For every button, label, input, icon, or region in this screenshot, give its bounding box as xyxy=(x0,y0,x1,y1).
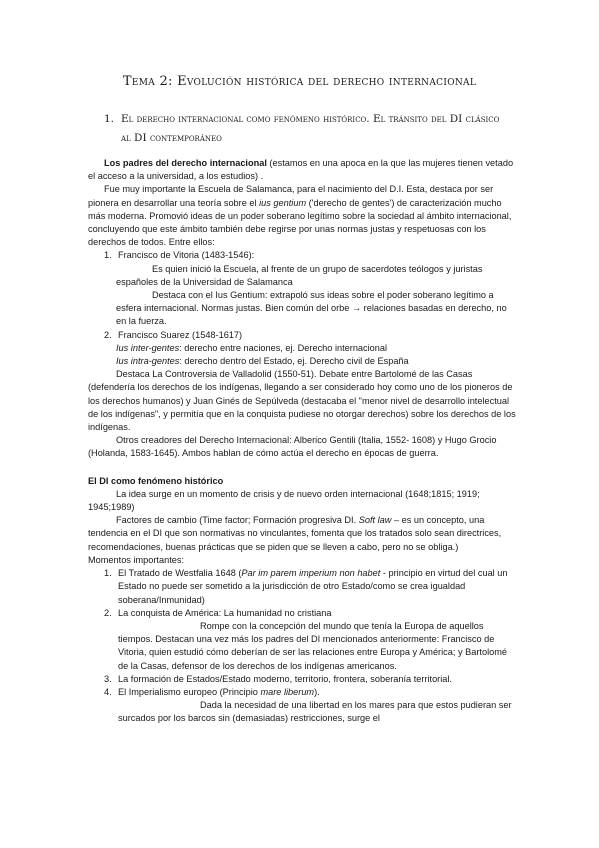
list-item-westfalia: 1. El Tratado de Westfalia 1648 (Par im parem imperium non habet - principio en virtud del cual un Estado no puede ser sometido a la jurisdicción de otro Estado/como se crea igualdad soberana/Inmunidad) xyxy=(104,568,508,605)
imperialismo-paragraph: Dada la necesidad de una libertad en los mares para que estos pudieran ser surcados por los barcos sin (demasiadas) restricciones, surge el xyxy=(118,700,512,724)
paragraph-otros-creadores: Otros creadores del Derecho Internacional: Alberico Gentili (Italia, 1552- 1608) y Hugo Grocio (Holanda, 1583-1645). Ambos hablan de cómo actúa el derecho en épocas de guerra. xyxy=(88,435,497,459)
list-item-estados: 3. La formación de Estados/Estado moderno, territorio, frontera, soberanía territorial. xyxy=(104,673,452,684)
suarez-line-inter: Ius inter-gentes: derecho entre naciones, ej. Derecho internacional xyxy=(116,342,388,353)
paragraph-factores: Factores de cambio (Time factor; Formación progresiva DI. Soft law – es un concepto, una tendencia en el DI que son normativas no vinculantes, fomenta que los tratados solo sean directrices, recomendaciones, buenas prácticas que se piden que se lleven a cabo, pero no se obliga.) xyxy=(88,515,502,552)
suarez-line-intra: Ius intra-gentes: derecho dentro del Estado, ej. Derecho civil de España xyxy=(116,356,409,367)
section-heading-1 xyxy=(104,110,504,148)
conquista-paragraph: Rompe con la concepción del mundo que tenía la Europa de aquellos tiempos. Destacan una vez más los padres del DI mencionados anteriormente: Francisco de Vitoria, quien estudió cómo deberían de ser las relaciones entre Europa y América; y Bartolomé de la Casas, defensor de los derechos de los indígenas americanos. xyxy=(118,620,507,671)
section-heading-di-historico: El DI como fenómeno histórico xyxy=(88,475,224,486)
vitoria-paragraph-2: Destaca con el Ius Gentium: extrapoló sus ideas sobre el poder soberano legítimo a esfera internacional. Normas justas. Bien común del orbe → relaciones basadas en derecho, no en la fuerza. xyxy=(116,290,507,327)
vitoria-paragraph-1: Es quien inició la Escuela, al frente de un grupo de sacerdotes teólogos y juristas españoles de la Universidad de Salamanca xyxy=(116,263,483,287)
list-item-imperialismo: 4. El Imperialismo europeo (Principio mare liberum). xyxy=(104,686,320,697)
momentos-label: Momentos importantes: xyxy=(88,554,184,565)
document-title: Tema 2: Evolución histórica del derecho internacional xyxy=(122,74,477,89)
document-body xyxy=(88,157,516,726)
paragraph-idea-surge: La idea surge en un momento de crisis y de nuevo orden internacional (1648;1815; 1919; 1945;1989) xyxy=(88,488,480,513)
paragraph-salamanca: Fue muy importante la Escuela de Salamanca, para el nacimiento del D.I. Esta, destaca por ser pionera en desarrollar una teoría sobre el ius gentium ('derecho de gentes') de caracterización mucho más moderna. Promovió ideas de un poder soberano legítimo sobre la sociedad al ámbito internacional, concluyendo que este ámbito también debe regirse por unas normas justas y respetuosas con los derechos de todos. Entre ellos: xyxy=(88,184,512,248)
heading-number: 1. xyxy=(104,113,115,125)
heading-text: El derecho internacional como fenómeno histórico. El tránsito del DI clásico al DI contemporáneo xyxy=(121,113,500,144)
valladolid-paragraph: Destaca La Controversia de Valladolid (1550-51). Debate entre Bartolomé de las Casas (defendería los derechos de los indígenas, llegando a ser considerado hoy como uno de los pioneros de los derechos humanos) y Juan Ginés de Sepúlveda (destacaba el "menor nivel de desarrollo intelectual de los indígenas", y permitía que en la conquista pudiese no otorgar derechos) sobre los derechos de los indígenas. xyxy=(88,369,516,433)
list-item-conquista: 2. La conquista de América: La humanidad no cristiana xyxy=(104,607,332,618)
paragraph-padres: Los padres del derecho internacional (estamos en una apoca en la que las mujeres tienen vetado el acceso a la universidad, a los estudios) . xyxy=(88,158,514,182)
list-item-vitoria: 1. Francisco de Vitoria (1483-1546): xyxy=(104,250,255,261)
list-item-suarez: 2. Francisco Suarez (1548-1617) xyxy=(104,329,243,340)
